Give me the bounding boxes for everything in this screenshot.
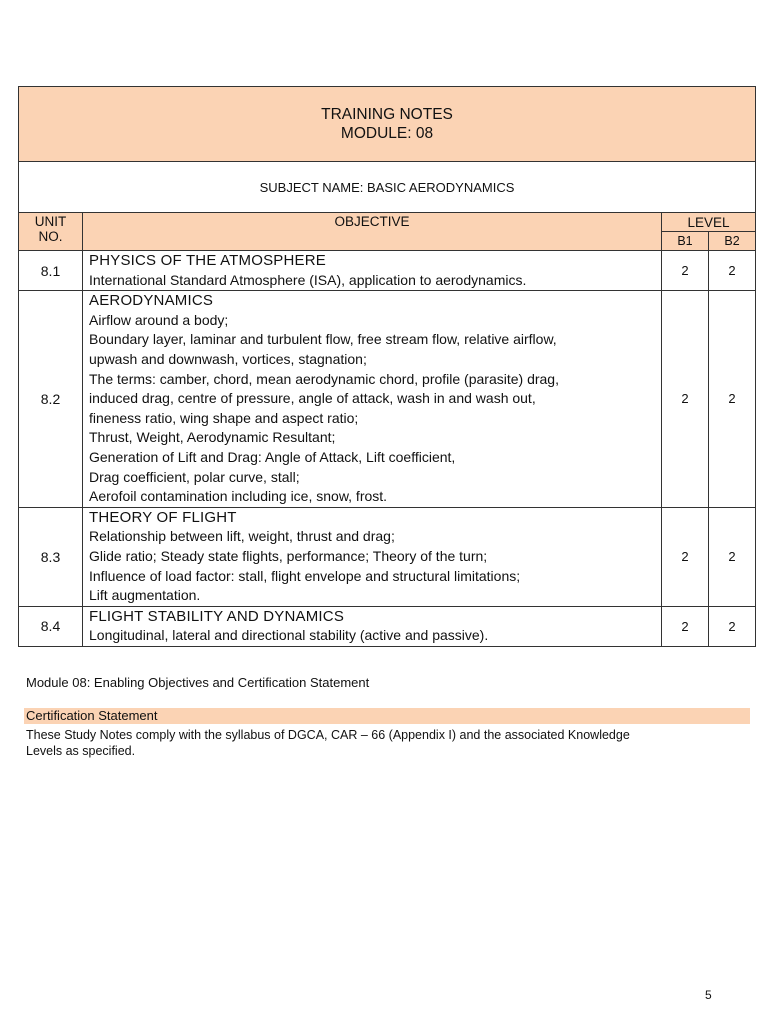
topic-heading: FLIGHT STABILITY AND DYNAMICS <box>89 607 345 625</box>
table-title <box>19 87 756 162</box>
objective-cell <box>83 291 662 508</box>
unit-number: 8.4 <box>19 606 83 646</box>
topic-heading: PHYSICS OF THE ATMOSPHERE <box>89 252 326 269</box>
topic-heading: AERODYNAMICS <box>89 292 214 310</box>
b2-level: 2 <box>709 251 756 291</box>
certification-text-line-1: These Study Notes comply with the syllabus of DGCA, CAR – 66 (Appendix I) and the associated Knowledge <box>26 728 630 742</box>
objective-line: Drag coefficient, polar curve, stall; <box>89 468 300 485</box>
objective-line: fineness ratio, wing shape and aspect ratio; <box>89 409 359 426</box>
objective-line: International Standard Atmosphere (ISA), application to aerodynamics. <box>89 271 527 288</box>
objective-cell <box>83 606 662 646</box>
table-row <box>19 291 756 508</box>
b1-level: 2 <box>662 606 709 646</box>
certification-text <box>26 727 746 759</box>
unit-number: 8.1 <box>19 251 83 291</box>
b2-level: 2 <box>709 606 756 646</box>
objective-cell <box>83 507 662 606</box>
b2-level: 2 <box>709 291 756 508</box>
b2-column-header: B2 <box>709 232 756 251</box>
b2-level: 2 <box>709 507 756 606</box>
objective-line: Generation of Lift and Drag: Angle of Attack, Lift coefficient, <box>89 448 456 465</box>
objective-line: Glide ratio; Steady state flights, performance; Theory of the turn; <box>89 547 488 564</box>
certification-heading: Certification Statement <box>24 708 750 724</box>
table-row <box>19 251 756 291</box>
objective-line: Relationship between lift, weight, thrust and drag; <box>89 528 395 545</box>
objective-line: Aerofoil contamination including ice, snow, frost. <box>89 488 388 505</box>
syllabus-rows <box>19 251 756 647</box>
unit-number: 8.3 <box>19 507 83 606</box>
page-number: 5 <box>705 988 712 1002</box>
enabling-objectives-heading: Module 08: Enabling Objectives and Certification Statement <box>26 675 370 690</box>
b1-level: 2 <box>662 507 709 606</box>
objective-line: Boundary layer, laminar and turbulent flow, free stream flow, relative airflow, <box>89 331 557 348</box>
topic-heading: THEORY OF FLIGHT <box>89 508 237 526</box>
syllabus-table <box>18 86 756 647</box>
level-column-header: LEVEL <box>662 213 756 232</box>
subject-name: SUBJECT NAME: BASIC AERODYNAMICS <box>19 162 756 213</box>
objective-column-header: OBJECTIVE <box>83 213 662 251</box>
b1-level: 2 <box>662 291 709 508</box>
unit-number: 8.2 <box>19 291 83 508</box>
objective-line: upwash and downwash, vortices, stagnation; <box>89 350 367 367</box>
objective-line: Influence of load factor: stall, flight envelope and structural limitations; <box>89 567 521 584</box>
unit-column-header <box>19 213 83 251</box>
table-row <box>19 507 756 606</box>
objective-line: Lift augmentation. <box>89 587 201 604</box>
objective-line: The terms: camber, chord, mean aerodynamic chord, profile (parasite) drag, <box>89 370 559 387</box>
title-line-2: MODULE: 08 <box>340 125 434 142</box>
objective-line: induced drag, centre of pressure, angle of attack, wash in and wash out, <box>89 390 536 407</box>
table-row <box>19 606 756 646</box>
objective-line: Airflow around a body; <box>89 311 229 328</box>
title-line-1: TRAINING NOTES <box>321 106 453 123</box>
b1-column-header: B1 <box>662 232 709 251</box>
b1-level: 2 <box>662 251 709 291</box>
certification-text-line-2: Levels as specified. <box>26 744 136 758</box>
objective-line: Thrust, Weight, Aerodynamic Resultant; <box>89 429 336 446</box>
objective-cell <box>83 251 662 291</box>
objective-line: Longitudinal, lateral and directional stability (active and passive). <box>89 627 489 644</box>
unit-header-line-2: NO. <box>38 229 63 244</box>
unit-header-line-1: UNIT <box>34 214 67 229</box>
